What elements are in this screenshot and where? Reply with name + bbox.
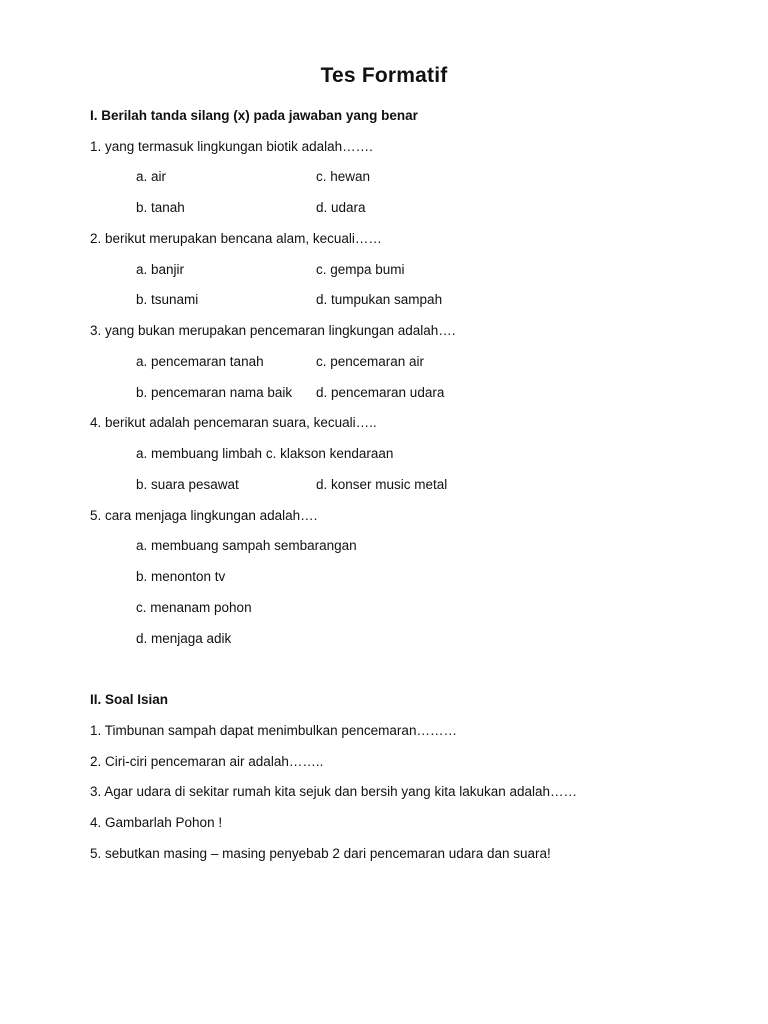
essay-item-3: 3. Agar udara di sekitar rumah kita sejuk dan bersih yang kita lakukan adalah…… [90,784,578,799]
q2-option-d: d. tumpukan sampah [316,292,443,307]
essay-item-5: 5. sebutkan masing – masing penyebab 2 dari pencemaran udara dan suara! [90,846,551,861]
q5-option-d: d. menjaga adik [136,631,232,646]
page-title: Tes Formatif [320,64,448,87]
essay-item-4: 4. Gambarlah Pohon ! [90,815,223,830]
q2-option-b: b. tsunami [136,292,199,307]
q3-option-d: d. pencemaran udara [316,385,445,400]
q1-option-a: a. air [136,169,167,184]
q5-option-b: b. menonton tv [136,569,226,584]
question-2: 2. berikut merupakan bencana alam, kecuali…… [90,231,382,246]
q3-option-a: a. pencemaran tanah [136,354,264,369]
q3-option-c: c. pencemaran air [316,354,425,369]
essay-item-2: 2. Ciri-ciri pencemaran air adalah…….. [90,754,324,769]
q5-option-a: a. membuang sampah sembarangan [136,538,357,553]
q4-option-a-c: a. membuang limbah c. klakson kendaraan [136,446,394,461]
q2-option-a: a. banjir [136,262,185,277]
question-1: 1. yang termasuk lingkungan biotik adalah……. [90,139,373,154]
q1-option-c: c. hewan [316,169,371,184]
section-2-heading: II. Soal Isian [90,692,169,707]
question-5: 5. cara menjaga lingkungan adalah…. [90,508,318,523]
q5-option-c: c. menanam pohon [136,600,252,615]
q1-option-b: b. tanah [136,200,185,215]
essay-item-1: 1. Timbunan sampah dapat menimbulkan pencemaran……… [90,723,457,738]
q4-option-d: d. konser music metal [316,477,448,492]
question-4: 4. berikut adalah pencemaran suara, kecuali….. [90,415,377,430]
q4-option-b: b. suara pesawat [136,477,239,492]
q3-option-b: b. pencemaran nama baik [136,385,293,400]
q1-option-d: d. udara [316,200,366,215]
q2-option-c: c. gempa bumi [316,262,405,277]
question-3: 3. yang bukan merupakan pencemaran lingkungan adalah…. [90,323,456,338]
section-1-heading: I. Berilah tanda silang (x) pada jawaban yang benar [90,108,418,123]
